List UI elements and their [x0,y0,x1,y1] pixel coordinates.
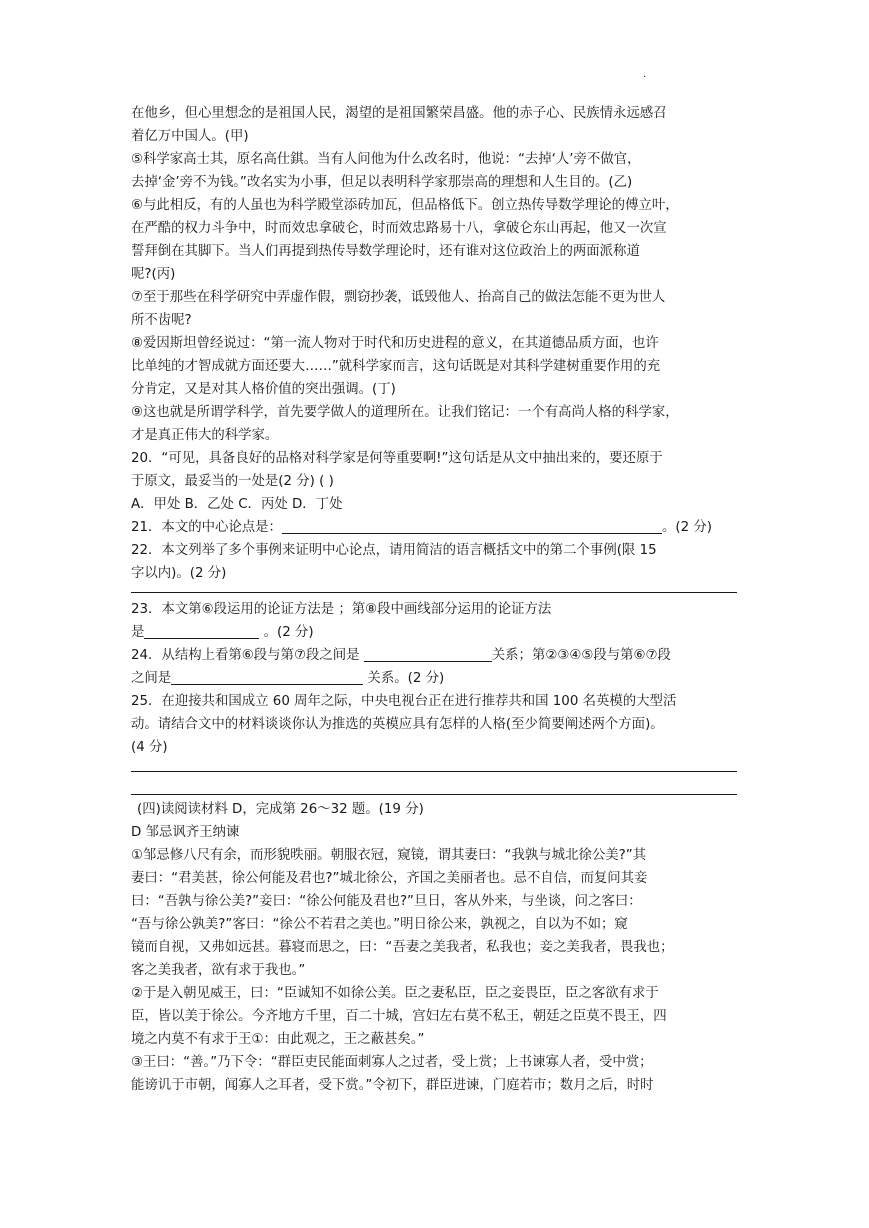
text-line: 客之美我者，欲有求于我也。” [131,963,306,978]
answer-blank[interactable] [364,645,492,662]
text-line: 臣，皆以美于徐公。今齐地方千里，百二十城，宫妇左右莫不私王，朝廷之臣莫不畏王，四 [131,1009,667,1024]
answer-blank[interactable] [282,517,662,534]
text-line: 着亿万中国人。(甲) [131,129,249,144]
text-line: 镜而自视，又弗如远甚。暮寝而思之，曰：“吾妻之美我者，私我也；妾之美我者，畏我也； [131,940,674,955]
question-text: 动。请结合文中的材料谈谈你认为推选的英模应具有怎样的人格(至少简要阐述两个方面)。 [131,717,664,732]
question-text: 于原文，最妥当的一处是(2 分) ( ) [131,474,334,489]
text-line: ⑤科学家高士其，原名高仕錤。当有人问他为什么改名时，他说：“去掉‘人’旁不做官， [131,152,641,167]
answer-options: A．甲处 B．乙处 C．丙处 D．丁处 [131,497,343,512]
question-text [131,644,737,667]
section-4 [131,798,737,1097]
text-line: 比单纯的才智成就方面还要大……”就科学家而言，这句话既是对其科学建树重要作用的充 [131,359,661,374]
text-line: 在严酷的权力斗争中，时而效忠拿破仑，时而效忠路易十八，拿破仑东山再起，他又一次宣 [131,221,667,236]
question-20 [131,447,737,516]
question-text: 20．“可见，具备良好的品格对科学家是何等重要啊!”这句话是从文中抽出来的，要还原于 [131,451,663,466]
passage-c-continuation [131,102,737,447]
question-text: 22．本文列举了多个事例来证明中心论点，请用简洁的语言概括文中的第二个事例(限 15 [131,543,657,558]
text-line: 呢?(丙) [131,267,176,282]
question-score: 。(2 分) [661,520,712,535]
question-text: 25．在迎接共和国成立 60 周年之际，中央电视台正在进行推荐共和国 100 名英模的大型活 [131,694,677,709]
text-line: “吾与徐公孰美?”客曰：“徐公不若君之美也。”明日徐公来，孰视之，自以为不如；窥 [131,917,628,932]
text-line: ⑧爱因斯坦曾经说过：“第一流人物对于时代和历史进程的意义，在其道德品质方面，也许 [131,336,659,351]
text-line: 在他乡，但心里想念的是祖国人民，渴望的是祖国繁荣昌盛。他的赤子心、民族情永远感召 [131,106,667,121]
answer-blank[interactable] [144,622,259,639]
question-25 [131,690,737,795]
exam-page [131,102,737,1097]
question-score: 。(2 分) [259,625,314,640]
text-line: ⑥与此相反，有的人虽也为科学殿堂添砖加瓦，但品格低下。创立热传导数学理论的傅立叶， [131,198,679,213]
question-score: 关系。(2 分) [363,671,445,686]
question-text: 23．本文第⑥段运用的论证方法是 ；第⑧段中画线部分运用的论证方法 [131,602,552,617]
text-line: 妻曰：“君美甚，徐公何能及君也?”城北徐公，齐国之美丽者也。忌不自信，而复问其妾 [131,871,648,886]
question-score: (4 分) [131,740,168,755]
question-text: 21．本文的中心论点是： [131,520,282,535]
text-line: ①邹忌修八尺有余，而形貌昳丽。朝服衣冠，窥镜，谓其妻曰：“我孰与城北徐公美?”其 [131,848,647,863]
question-text [131,667,737,690]
answer-blank[interactable] [171,668,363,685]
question-text [131,621,737,644]
question-24 [131,644,737,690]
text-line: 誓拜倒在其脚下。当人们再提到热传导数学理论时，还有谁对这位政治上的两面派称道 [131,244,640,259]
question-text-fragment: 关系；第②③④⑤段与第⑥⑦段 [491,648,671,663]
question-text-fragment: 24．从结构上看第⑥段与第⑦段之间是 [131,648,364,663]
question-text-fragment: 之间是 [131,671,172,686]
text-line: ⑦至于那些在科学研究中弄虚作假，剽窃抄袭，诋毁他人、抬高自己的做法怎能不更为世人 [131,290,666,305]
text-line: ③王曰：“善。”乃下令：“群臣吏民能面刺寡人之过者，受上赏；上书谏寡人者，受中赏； [131,1055,653,1070]
text-line: 去掉‘金’旁不为钱。”改名实为小事，但足以表明科学家那崇高的理想和人生目的。(乙) [131,175,633,190]
header-mark: . [643,69,647,80]
text-line: 能谤讥于市朝，闻寡人之耳者，受下赏。”令初下，群臣进谏，门庭若市；数月之后，时时 [131,1078,654,1093]
passage-title: D 邹忌讽齐王纳谏 [131,825,240,840]
question-text: 字以内)。(2 分) [131,566,227,581]
question-22 [131,539,737,593]
text-line: 境之内莫不有求于王①：由此观之，王之蔽甚矣。” [131,1032,425,1047]
text-line: ②于是入朝见威王，曰：“臣诚知不如徐公美。臣之妻私臣，臣之妾畏臣，臣之客欲有求于 [131,986,659,1001]
text-line: 才是真正伟大的科学家。 [131,428,279,443]
text-line: ⑨这也就是所谓学科学，首先要学做人的道理所在。让我们铭记：一个有高尚人格的科学家， [131,405,679,420]
question-21 [131,516,737,539]
text-line: 曰：“吾孰与徐公美?”妾曰：“徐公何能及君也?”旦日，客从外来，与坐谈，问之客曰： [131,894,642,909]
section-heading: (四)读阅读材料 D，完成第 26～32 题。(19 分) [137,802,424,817]
question-23 [131,598,737,644]
text-line: 所不齿呢? [131,313,192,328]
question-text-fragment: 是 [131,625,145,640]
text-line: 分肯定，又是对其人格价值的突出强调。(丁) [131,382,396,397]
